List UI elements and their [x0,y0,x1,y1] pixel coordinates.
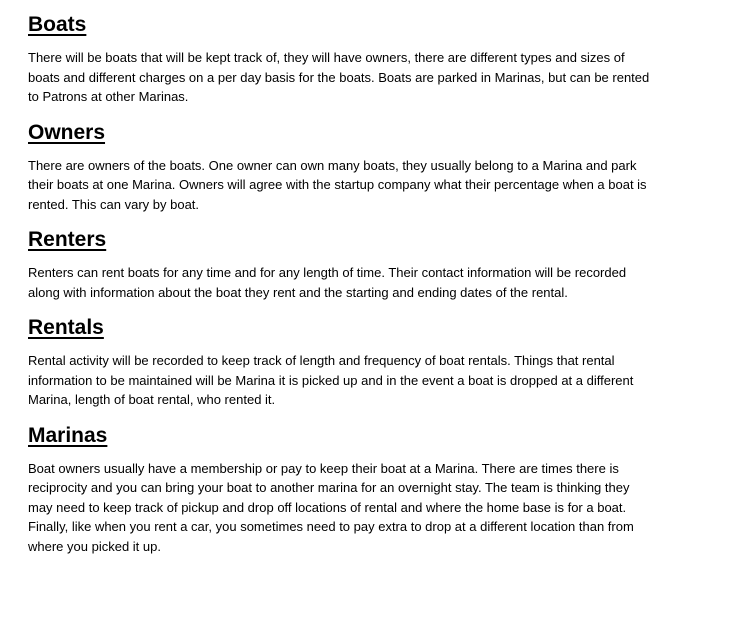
section-boats [28,10,656,107]
paragraph-rentals: Rental activity will be recorded to keep track of length and frequency of boat rentals. Things that rental information to be maintained will be Marina it is picked up and in the event a boat is dropped at a different Marina, length of boat rental, who rented it. [28,353,634,407]
heading-owners: Owners [28,120,106,144]
section-rentals [28,313,656,410]
heading-boats: Boats [28,13,87,36]
heading-marinas: Marinas [28,423,108,447]
section-marinas [28,421,656,557]
paragraph-renters: Renters can rent boats for any time and for any length of time. Their contact information will be recorded along with information about the boat they rent and the starting and ending dates of the rental. [28,265,627,300]
heading-rentals: Rentals [28,316,104,339]
document-body [28,10,656,556]
paragraph-marinas: Boat owners usually have a membership or pay to keep their boat at a Marina. There are times there is reciprocity and you can bring your boat to another marina for an overnight stay. The team is thinking they may need to keep track of pickup and drop off locations of rental and where the home base is for a boat. Finally, like when you rent a car, you sometimes need to pay extra to drop at a different location than from where you picked it up. [28,460,634,554]
paragraph-owners: There are owners of the boats. One owner can own many boats, they usually belong to a Marina and park their boats at one Marina. Owners will agree with the startup company what their percentage when a boat is rented. This can vary by boat. [28,157,647,212]
section-renters [28,225,656,302]
section-owners [28,118,656,215]
paragraph-boats: There will be boats that will be kept track of, they will have owners, there are different types and sizes of boats and different charges on a per day basis for the boats. Boats are parked in Marinas, but can be rented to Patrons at other Marinas. [28,50,650,104]
heading-renters: Renters [28,228,107,251]
